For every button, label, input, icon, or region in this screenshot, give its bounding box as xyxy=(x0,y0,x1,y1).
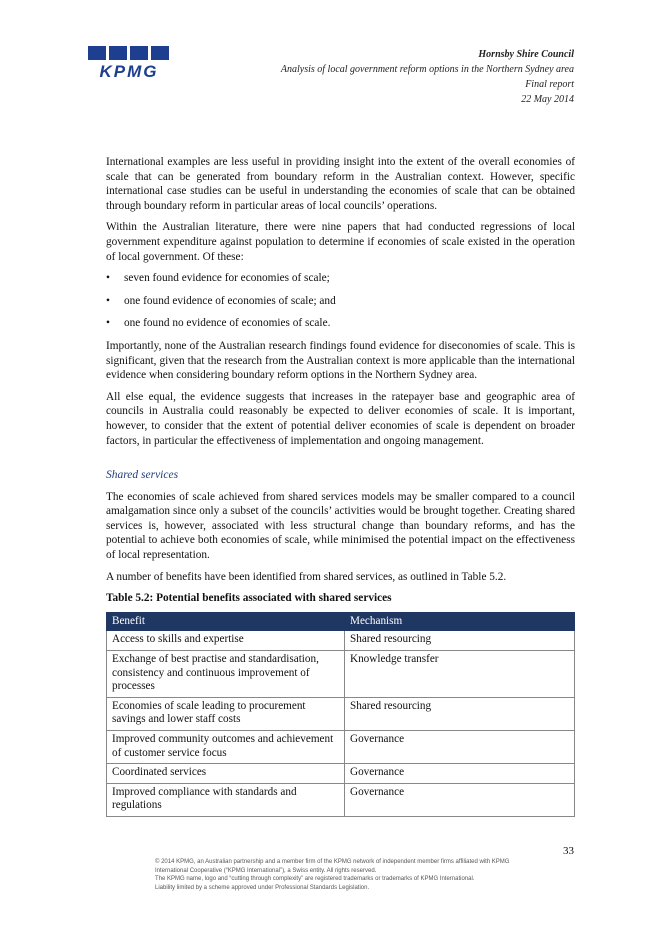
list-item: • seven found evidence for economies of scale; xyxy=(106,272,330,285)
column-header-benefit: Benefit xyxy=(107,612,345,631)
page-header xyxy=(281,47,574,107)
mechanism-cell: Governance xyxy=(345,783,575,816)
paragraph-international: International examples are less useful in providing insight into the extent of the overall economies of scale that can be generated from boundary reform in the Australian context. However, specific international case studies can be useful in understanding the economies of scale that can be obtained through boundary reform in particular areas of local councils’ operations. xyxy=(106,156,575,212)
table-caption: Table 5.2: Potential benefits associated with shared services xyxy=(106,592,392,605)
table-row xyxy=(107,651,575,698)
benefit-cell: Coordinated services xyxy=(107,764,345,784)
benefit-cell: Access to skills and expertise xyxy=(107,631,345,651)
section-heading-shared-services: Shared services xyxy=(106,469,179,482)
footer-liability: Liability limited by a scheme approved under Professional Standards Legislation. xyxy=(155,884,370,891)
mechanism-cell: Shared resourcing xyxy=(345,697,575,730)
header-date: 22 May 2014 xyxy=(521,94,574,105)
benefit-cell: Economies of scale leading to procurement savings and lower staff costs xyxy=(107,697,345,730)
paragraph-shared-services: The economies of scale achieved from shared services models may be smaller compared to a council amalgamation since only a subset of the councils’ activities would be brought together. Creating shared services is, however, associated with less structural change than boundary reforms, and has the potential to achieve both economies of scale, while minimised the potential impact on the effectiveness of local representation. xyxy=(106,490,575,562)
footer-disclaimer xyxy=(155,858,535,892)
main-content xyxy=(106,155,575,817)
bullet-icon: • xyxy=(106,272,110,285)
mechanism-cell: Governance xyxy=(345,764,575,784)
table-row xyxy=(107,764,575,784)
footer-copyright: © 2014 KPMG, an Australian partnership and a member firm of the KPMG network of independent member firms affiliated with KPMG International Cooperative (“KPMG International”), a Swiss entity. All rights reserved. xyxy=(155,859,510,874)
logo-text: KPMG xyxy=(99,62,159,79)
benefit-cell: Improved compliance with standards and regulations xyxy=(107,783,345,816)
header-status: Final report xyxy=(525,79,574,90)
table-row xyxy=(107,731,575,764)
table-header-row xyxy=(107,612,575,631)
paragraph-table-intro: A number of benefits have been identified from shared services, as outlined in Table 5.2. xyxy=(106,570,507,583)
mechanism-cell: Shared resourcing xyxy=(345,631,575,651)
benefits-table xyxy=(106,612,575,817)
paragraph-australian-literature: Within the Australian literature, there were nine papers that had conducted regressions of local government expenditure against population to determine if economies of scale existed in the operation of local government. Of these: xyxy=(106,221,575,263)
list-item: • one found evidence of economies of scale; and xyxy=(106,294,336,307)
list-item: • one found no evidence of economies of scale. xyxy=(106,317,331,330)
footer-trademark: The KPMG name, logo and “cutting through complexity” are registered trademarks or trademarks of KPMG International. xyxy=(155,876,475,883)
column-header-mechanism: Mechanism xyxy=(345,612,575,631)
kpmg-logo xyxy=(87,45,171,79)
page-number: 33 xyxy=(563,845,574,857)
paragraph-diseconomies: Importantly, none of the Australian research findings found evidence for diseconomies of scale. This is significant, given that the research from the Australian context is more applicable than the international evidence when considering boundary reform options in the Northern Sydney area. xyxy=(106,339,575,382)
benefit-cell: Exchange of best practise and standardisation, consistency and continuous improvement of processes xyxy=(107,651,345,698)
mechanism-cell: Knowledge transfer xyxy=(345,651,575,698)
header-title: Analysis of local government reform options in the Northern Sydney area xyxy=(280,64,574,75)
header-org: Hornsby Shire Council xyxy=(478,49,574,60)
mechanism-cell: Governance xyxy=(345,731,575,764)
benefit-cell: Improved community outcomes and achievement of customer service focus xyxy=(107,731,345,764)
table-row xyxy=(107,631,575,651)
bullet-icon: • xyxy=(106,317,110,330)
table-row xyxy=(107,697,575,730)
table-row xyxy=(107,783,575,816)
findings-list xyxy=(106,271,575,331)
bullet-icon: • xyxy=(106,294,110,307)
paragraph-all-else-equal: All else equal, the evidence suggests that increases in the ratepayer base and geographic area of councils in Australia could reasonably be expected to deliver economies of scale. It is important, however, to consider that the extent of potential deliver economies of scale is dependent on broader factors, in particular the effectiveness of implementation and ongoing management. xyxy=(106,390,575,447)
